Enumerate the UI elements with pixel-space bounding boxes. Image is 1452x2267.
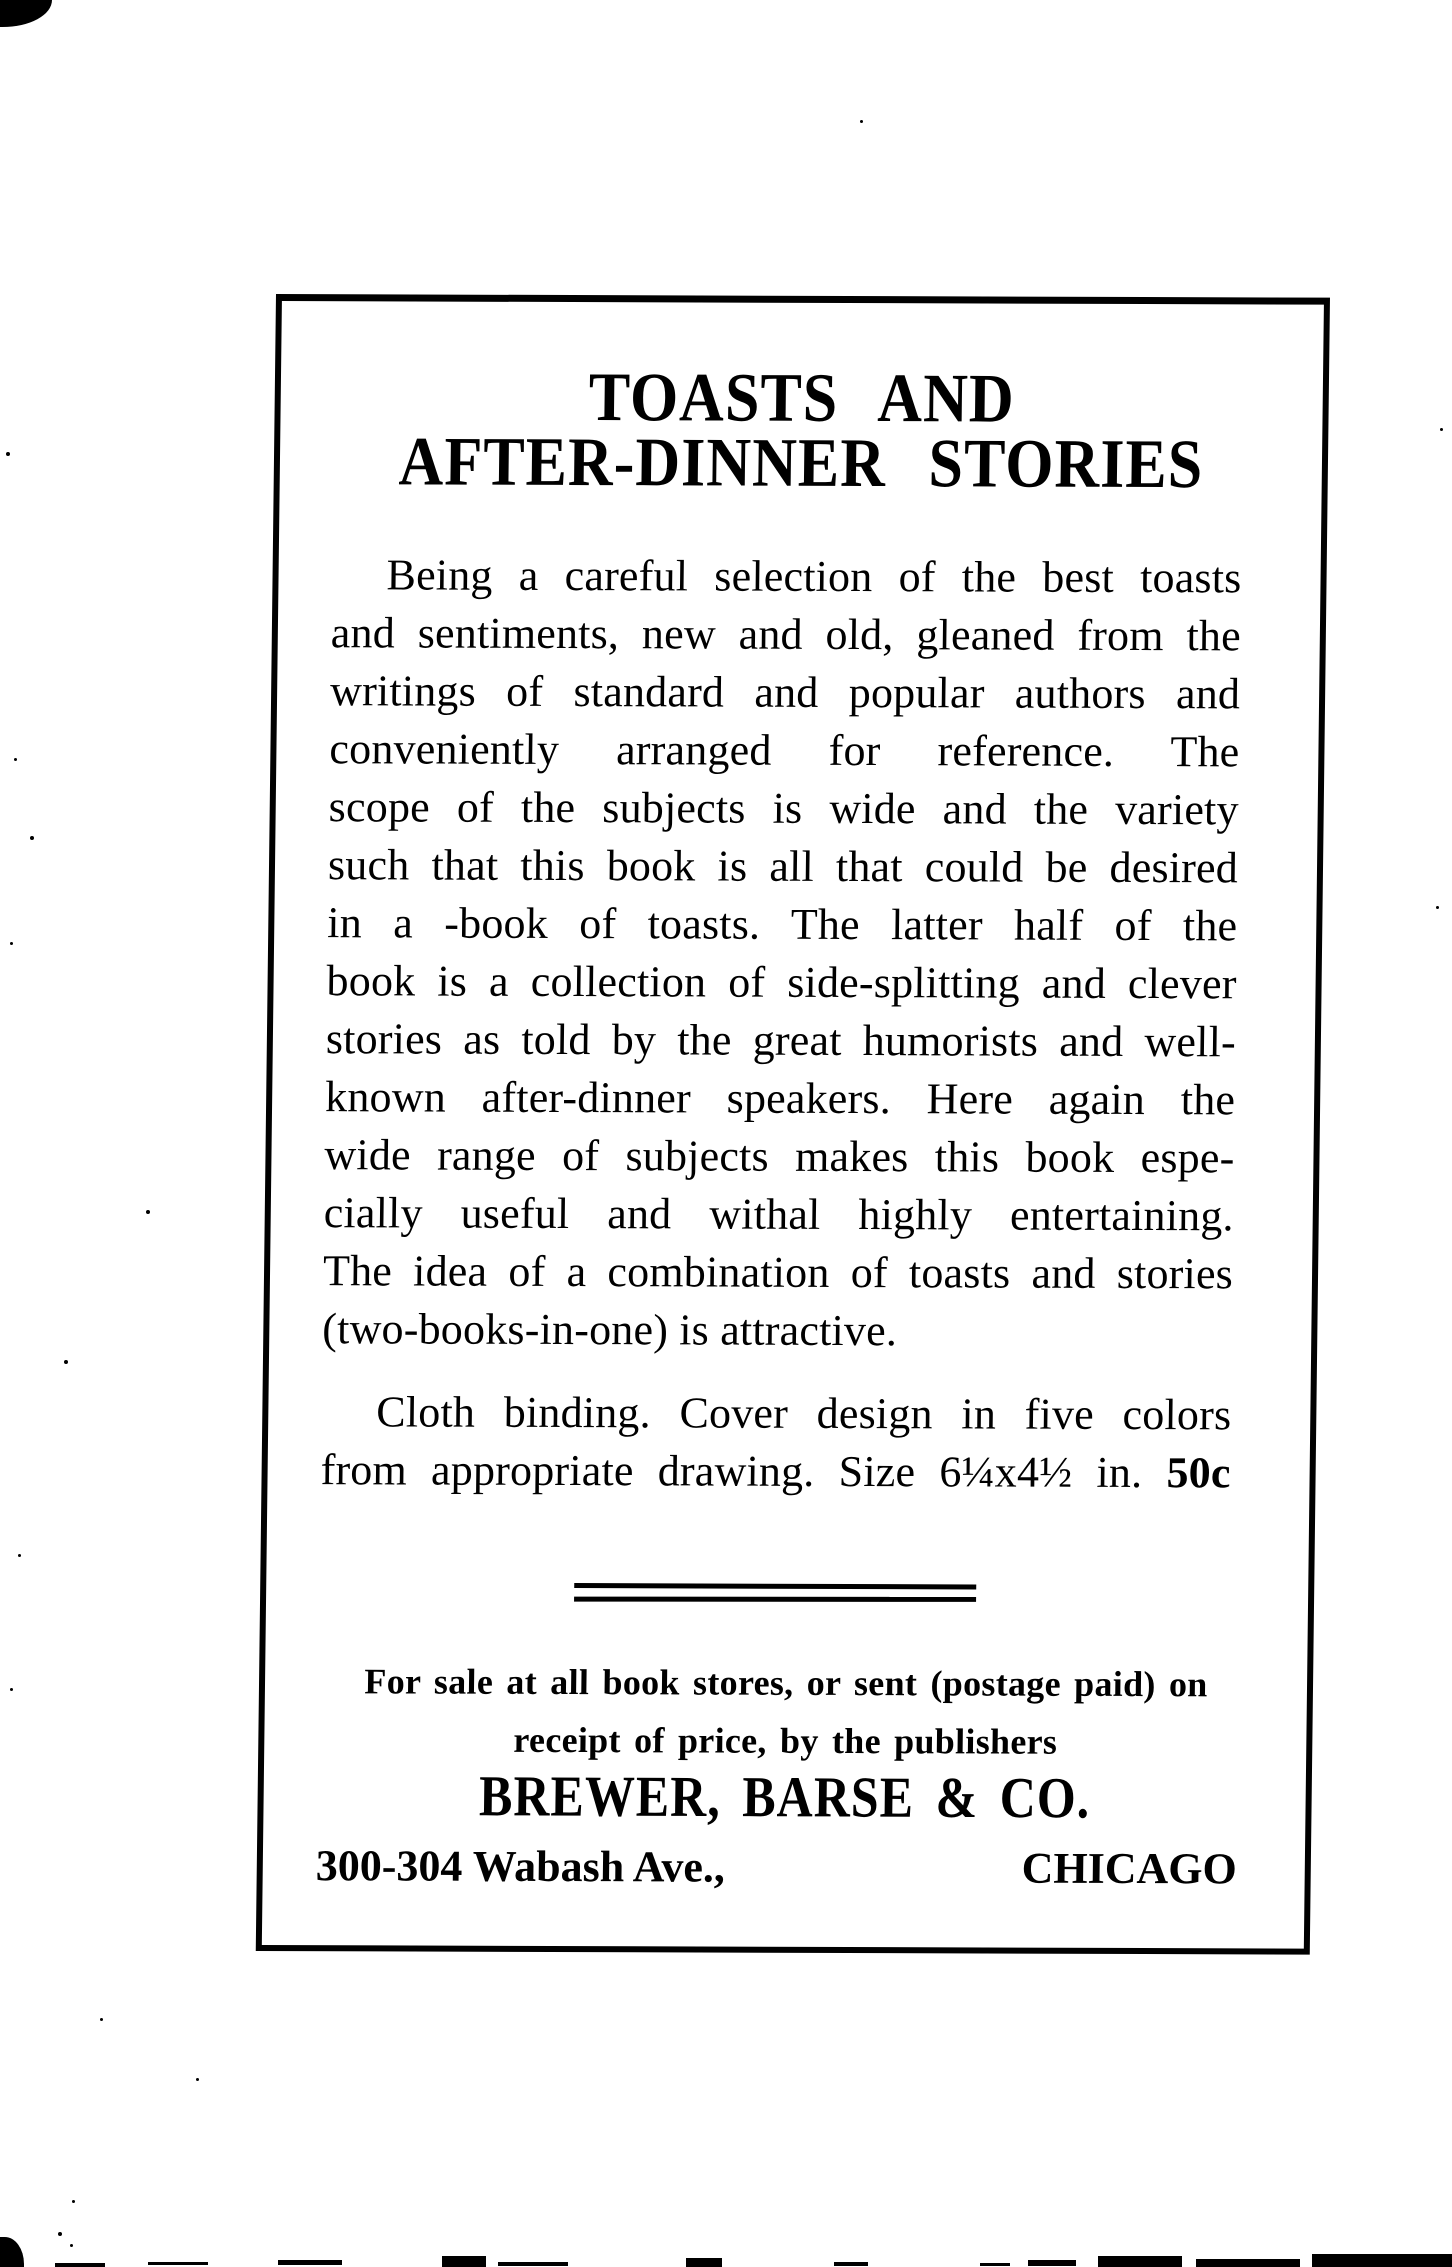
text-line	[324, 1126, 1235, 1187]
scan-corner-artifact	[0, 0, 52, 27]
scan-speck	[70, 2244, 73, 2247]
publisher-name: BREWER, BARSE & CO.	[478, 1763, 1091, 1831]
scan-edge-segment	[1312, 2254, 1452, 2267]
publisher-city: CHICAGO	[1021, 1843, 1238, 1894]
scan-edge-segment	[442, 2256, 486, 2267]
text-line	[326, 952, 1237, 1013]
divider-rule-top	[574, 1583, 976, 1589]
scan-speck	[100, 2018, 103, 2021]
scan-edge-segment	[55, 2263, 105, 2267]
scan-speck	[30, 836, 34, 840]
text-line	[328, 778, 1239, 839]
text-segment: conveniently arranged for reference. The	[329, 724, 1240, 777]
text-segment: stories as told by the great humorists and well-	[325, 1014, 1237, 1067]
text-line	[280, 419, 1323, 503]
scan-speck	[1440, 428, 1443, 431]
text-line	[328, 836, 1239, 897]
scan-speck	[58, 2232, 62, 2236]
text-segment: cially useful and withal highly entertaining.	[323, 1188, 1235, 1241]
text-segment: scope of the subjects is wide and the variety	[328, 782, 1240, 835]
scan-speck	[146, 1210, 150, 1214]
text-line	[330, 662, 1241, 723]
scan-edge-segment	[1196, 2259, 1300, 2267]
scan-speck	[1436, 906, 1439, 909]
text-segment: and sentiments, new and old, gleaned from the	[330, 608, 1242, 661]
text-segment: receipt of price, by the publishers	[513, 1719, 1058, 1762]
publisher-street-address: 300-304 Wabash Ave.,	[315, 1841, 726, 1892]
text-segment: 50c	[1166, 1448, 1231, 1498]
text-segment: known after-dinner speakers. Here again the	[324, 1072, 1236, 1125]
book-title	[280, 354, 1324, 503]
scan-edge-segment	[498, 2262, 568, 2266]
text-segment: For sale at all book stores, or sent (postage paid) on	[364, 1661, 1208, 1705]
description-paragraph	[322, 546, 1242, 1361]
text-segment: such that this book is all that could be desired	[327, 840, 1239, 893]
text-line	[325, 1068, 1236, 1129]
text-segment: from appropriate drawing. Size 6¼x4½ in.	[320, 1445, 1167, 1498]
advert-border-frame	[256, 294, 1330, 1955]
binding-price-paragraph	[320, 1383, 1231, 1502]
publisher-address-row	[315, 1841, 1237, 1894]
text-line	[323, 1242, 1234, 1303]
scan-speck	[72, 2200, 75, 2203]
text-line	[321, 1383, 1232, 1444]
text-segment: writings of standard and popular authors and	[329, 666, 1241, 719]
scan-edge-segment	[686, 2258, 722, 2267]
scan-edge-segment	[980, 2263, 1010, 2266]
text-segment: AFTER-DINNER STORIES	[398, 423, 1204, 503]
text-line	[322, 1300, 1233, 1361]
text-line	[265, 1661, 1308, 1723]
text-segment: The idea of a combination of toasts and stories	[322, 1246, 1234, 1299]
text-line	[280, 354, 1323, 438]
text-segment: Cloth binding. Cover design in five colors	[376, 1387, 1232, 1440]
text-segment: (two-books-in-one) is attractive.	[322, 1304, 898, 1356]
text-line	[320, 1441, 1231, 1502]
text-line	[329, 720, 1240, 781]
text-line	[331, 546, 1242, 607]
scan-speck	[6, 452, 10, 456]
scan-speck	[14, 758, 17, 761]
text-line	[331, 604, 1242, 665]
divider-rule-bottom	[574, 1597, 976, 1602]
text-segment: TOASTS AND	[588, 359, 1016, 438]
text-segment: wide range of subjects makes this book espe-	[324, 1130, 1235, 1183]
scan-speck	[10, 942, 13, 945]
scan-speck	[18, 1554, 21, 1557]
scan-edge-segment	[1098, 2256, 1182, 2267]
scan-edge-segment	[278, 2260, 342, 2265]
text-segment: book is a collection of side-splitting and clever	[326, 956, 1237, 1009]
scan-edge-segment	[148, 2262, 208, 2265]
scan-speck	[64, 1360, 68, 1364]
text-line	[327, 894, 1238, 955]
scan-edge-segment	[834, 2262, 868, 2266]
scan-speck	[196, 2078, 199, 2081]
text-line	[323, 1184, 1234, 1245]
text-line	[326, 1010, 1237, 1071]
text-segment: Being a careful selection of the best toasts	[386, 550, 1242, 603]
scan-speck	[10, 1688, 13, 1691]
scan-smudge	[0, 2237, 24, 2267]
text-segment: in a -book of toasts. The latter half of the	[327, 898, 1238, 951]
scan-edge-segment	[1028, 2260, 1076, 2266]
scan-speck	[860, 120, 863, 123]
